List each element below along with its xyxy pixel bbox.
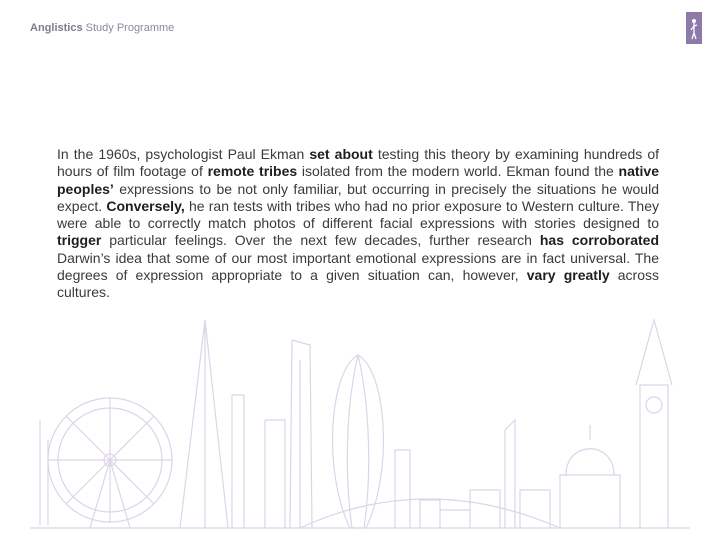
highlight-term: set about: [309, 146, 373, 162]
text-segment: expressions to be not only familiar, but occurring in precisely the situations he would expect.: [57, 180, 659, 214]
page-header: [30, 22, 174, 34]
london-skyline-illustration: [0, 300, 720, 540]
figure-icon: [686, 12, 702, 44]
highlight-term: trigger: [57, 232, 102, 249]
body-paragraph: [57, 146, 659, 302]
text-segment: across cultures.: [57, 267, 659, 301]
highlight-term: Conversely,: [106, 197, 185, 214]
logo: [686, 12, 702, 44]
text-segment: particular feelings. Over the next few decades, further research: [101, 232, 540, 249]
programme-subtitle: Study Programme: [85, 22, 175, 34]
highlight-term: remote tribes: [207, 163, 298, 180]
brand-name: Anglistics: [30, 22, 83, 34]
text-segment: Darwin’s idea that some of our most important emotional expressions are in fact universal. The degrees of expression appropriate to a given situation can, however,: [57, 249, 659, 284]
highlight-term: has corroborated: [539, 232, 660, 249]
highlight-term: native peoples’: [57, 163, 659, 197]
text-segment: testing this theory by examining hundreds of hours of film footage of: [57, 146, 659, 180]
text-segment: In the 1960s, psychologist Paul Ekman: [57, 146, 310, 162]
text-segment: isolated from the modern world. Ekman found the: [297, 163, 619, 180]
text-segment: he ran tests with tribes who had no prior exposure to Western culture. They were able to correctly match photos of different facial expressions with stories designed to: [57, 197, 660, 232]
highlight-term: vary greatly: [526, 267, 610, 284]
